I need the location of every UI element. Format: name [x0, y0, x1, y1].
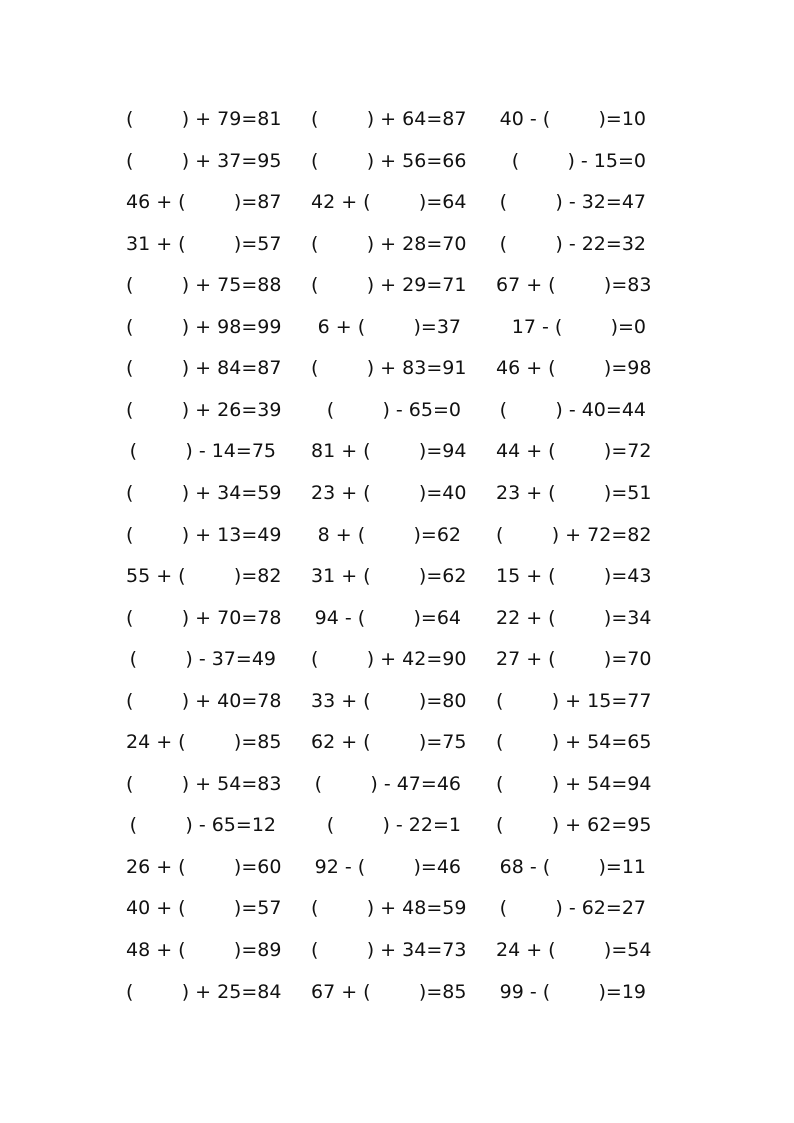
equation-problem: ( ) - 14=75	[129, 440, 276, 462]
equation-problem: ( ) + 62=95	[496, 814, 652, 836]
equation-problem: ( ) + 29=71	[311, 274, 467, 296]
equation-problem: ( ) + 28=70	[311, 233, 467, 255]
equation-problem: 92 - ( )=46	[314, 856, 461, 878]
equation-problem: 6 + ( )=37	[317, 316, 461, 338]
equation-problem: ( ) + 79=81	[126, 108, 282, 130]
equation-problem: ( ) - 65=12	[129, 814, 276, 836]
equation-problem: 26 + ( )=60	[126, 856, 282, 878]
equation-problem: ( ) - 22=32	[499, 233, 646, 255]
equation-problem: 27 + ( )=70	[496, 648, 652, 670]
equation-problem: 46 + ( )=87	[126, 191, 282, 213]
equation-problem: 24 + ( )=85	[126, 731, 282, 753]
equation-problem: ( ) + 56=66	[311, 150, 467, 172]
equation-problem: 67 + ( )=83	[496, 274, 652, 296]
equation-problem: 15 + ( )=43	[496, 565, 652, 587]
equation-problem: ( ) - 37=49	[129, 648, 276, 670]
equation-problem: ( ) + 54=94	[496, 773, 652, 795]
equation-problem: 67 + ( )=85	[311, 981, 467, 1003]
equation-problem: ( ) - 62=27	[499, 897, 646, 919]
equation-problem: ( ) + 84=87	[126, 357, 282, 379]
equation-problem: ( ) + 34=73	[311, 939, 467, 961]
equation-problem: 24 + ( )=54	[496, 939, 652, 961]
equation-problem: 48 + ( )=89	[126, 939, 282, 961]
equation-problem: 55 + ( )=82	[126, 565, 282, 587]
equation-problem: 23 + ( )=40	[311, 482, 467, 504]
equation-problem: ( ) + 64=87	[311, 108, 467, 130]
equation-problem: 40 - ( )=10	[499, 108, 646, 130]
equation-problem: ( ) + 13=49	[126, 524, 282, 546]
equation-problem: ( ) - 65=0	[326, 399, 461, 421]
equation-problem: 44 + ( )=72	[496, 440, 652, 462]
equation-problem: ( ) + 40=78	[126, 690, 282, 712]
equation-problem: 81 + ( )=94	[311, 440, 467, 462]
equation-problem: ( ) - 15=0	[511, 150, 646, 172]
equation-problem: ( ) - 40=44	[499, 399, 646, 421]
equation-problem: ( ) + 54=83	[126, 773, 282, 795]
equation-problem: 46 + ( )=98	[496, 357, 652, 379]
equation-problem: ( ) - 32=47	[499, 191, 646, 213]
equation-problem: 22 + ( )=34	[496, 607, 652, 629]
equation-problem: 40 + ( )=57	[126, 897, 282, 919]
equation-problem: ( ) + 42=90	[311, 648, 467, 670]
equation-problem: ( ) + 37=95	[126, 150, 282, 172]
equation-problem: 68 - ( )=11	[499, 856, 646, 878]
equation-problem: 33 + ( )=80	[311, 690, 467, 712]
equation-problem: 31 + ( )=62	[311, 565, 467, 587]
equation-problem: ( ) + 70=78	[126, 607, 282, 629]
equation-problem: ( ) - 47=46	[314, 773, 461, 795]
equation-problem: ( ) + 72=82	[496, 524, 652, 546]
equation-problem: 31 + ( )=57	[126, 233, 282, 255]
equation-problem: 8 + ( )=62	[317, 524, 461, 546]
equation-problem: 99 - ( )=19	[499, 981, 646, 1003]
equation-problem: ( ) + 75=88	[126, 274, 282, 296]
equation-problem: ( ) + 54=65	[496, 731, 652, 753]
equation-problem: ( ) + 26=39	[126, 399, 282, 421]
equation-problem: 62 + ( )=75	[311, 731, 467, 753]
equation-problem: ( ) + 34=59	[126, 482, 282, 504]
equation-problem: ( ) + 25=84	[126, 981, 282, 1003]
equation-problem: 94 - ( )=64	[314, 607, 461, 629]
equation-problem: ( ) + 15=77	[496, 690, 652, 712]
equation-problem: ( ) - 22=1	[326, 814, 461, 836]
equation-problem: 23 + ( )=51	[496, 482, 652, 504]
equation-problem: ( ) + 48=59	[311, 897, 467, 919]
equation-problem: 42 + ( )=64	[311, 191, 467, 213]
equation-problem: 17 - ( )=0	[511, 316, 646, 338]
equation-problem: ( ) + 98=99	[126, 316, 282, 338]
equation-problem: ( ) + 83=91	[311, 357, 467, 379]
